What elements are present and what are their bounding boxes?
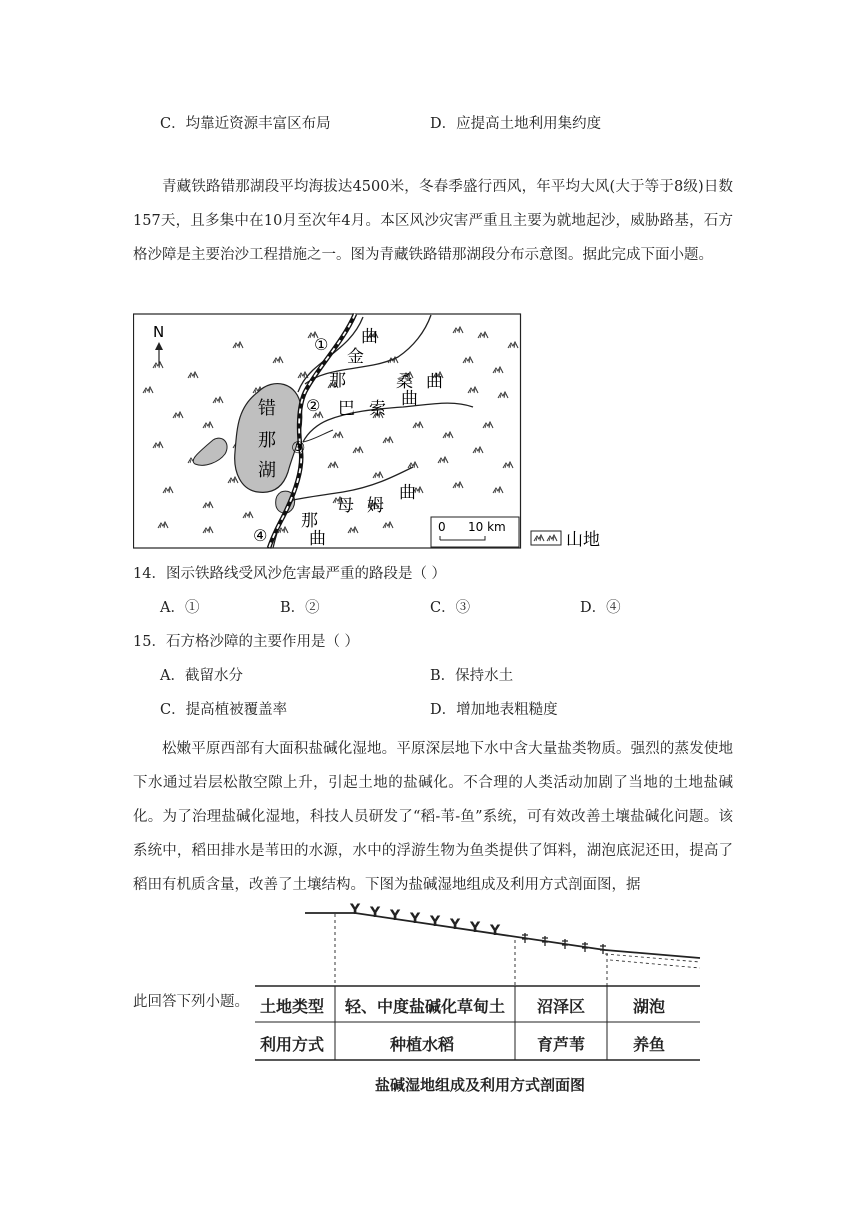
river-label-jin: 金 [347,347,364,367]
option-c-prev: C．均靠近资源丰富区布局 [160,116,331,132]
q15-stem: 15．石方格沙障的主要作用是（ ） [133,634,360,650]
north-label: N [153,323,165,341]
q15-option-b: B．保持水土 [430,668,514,684]
marker-4: ④ [253,526,268,545]
passage-qingzang: 青藏铁路错那湖段平均海拔达4500米，冬春季盛行西风，年平均大风(大于等于8级)日数157天，且多集中在10月至次年4月。本区风沙灾害严重且主要为就地起沙，威胁路基，石方格沙障是主要治沙工程措施之一。图为青藏铁路错那湖段分布示意图。据此完成下面小题。 [133,179,733,263]
lake-label-1: 错 [258,398,276,419]
svg-text:Y: Y [490,923,501,939]
q14-option-b: B．② [280,600,320,616]
profile-row2-head: 利用方式 [260,1035,325,1054]
svg-text:Y: Y [470,920,481,936]
river-label-qu1: 曲 [361,327,378,347]
q15-option-a: A．截留水分 [160,668,243,684]
q14-option-c: C．③ [430,600,471,616]
profile-row2-col1: 种植水稻 [390,1035,455,1054]
profile-row1-col3: 湖泡 [633,997,666,1016]
river-label-sang: 桑 [396,372,413,392]
marker-1: ① [314,335,329,354]
river-label-qu5: 曲 [309,529,326,549]
svg-text:Y: Y [430,914,441,930]
passage-songnen: 松嫩平原西部有大面积盐碱化湿地。平原深层地下水中含大量盐类物质。强烈的蒸发使地下水通过岩层松散空隙上升，引起土地的盐碱化。不合理的人类活动加剧了当地的土地盐碱化。为了治理盐碱化湿地，科技人员研发了“稻-苇-鱼”系统，可有效改善土壤盐碱化问题。该系统中，稻田排水是苇田的水源，水中的浮游生物为鱼类提供了饵料，湖泡底泥还田，提高了稻田有机质含量，改善了土壤结构。下图为盐碱湿地组成及利用方式剖面图，据 [133,741,733,893]
q15-option-d: D．增加地表粗糙度 [430,702,558,718]
profile-caption: 盐碱湿地组成及利用方式剖面图 [375,1076,586,1094]
svg-text:Y: Y [390,908,401,924]
q15-option-c: C．提高植被覆盖率 [160,702,288,718]
option-d-prev: D．应提高土地利用集约度 [430,116,602,132]
river-label-mu2: 姆 [367,496,384,516]
rice-plant-symbols [349,902,501,939]
river-label-ba: 巴 [338,399,355,419]
cuona-lake-map [133,312,613,552]
river-label-qu2: 曲 [426,372,443,392]
legend-label: 山地 [566,530,600,550]
marker-2: ② [306,396,321,415]
svg-text:Y: Y [450,917,461,933]
scale-zero: 0 [438,520,446,534]
lake-label-3: 湖 [258,460,276,481]
lake-label-2: 那 [258,430,276,451]
profile-row1-head: 土地类型 [260,997,325,1016]
q14-stem: 14．图示铁路线受风沙危害最严重的路段是（ ） [133,566,447,582]
river-label-qu4: 曲 [399,483,416,503]
river-label-mu: 母 [337,496,354,516]
svg-text:Y: Y [410,911,421,927]
q14-option-a: A．① [160,600,200,616]
profile-row2-col3: 养鱼 [633,1035,666,1054]
river-label-suo: 索 [369,399,386,419]
svg-text:Y: Y [350,902,361,918]
passage-songnen-tail: 此回答下列小题。 [133,994,249,1010]
river-label-qu3: 曲 [401,389,418,409]
river-label-na2: 那 [301,511,318,531]
marker-3: ③ [291,438,306,457]
scale-label: 10 km [468,520,506,534]
q14-option-d: D．④ [580,600,621,616]
river-label-na: 那 [329,371,346,391]
profile-row2-col2: 育芦苇 [537,1035,586,1054]
svg-text:Y: Y [370,905,381,921]
profile-row1-col1: 轻、中度盐碱化草甸土 [345,997,506,1016]
profile-row1-col2: 沼泽区 [537,997,586,1016]
